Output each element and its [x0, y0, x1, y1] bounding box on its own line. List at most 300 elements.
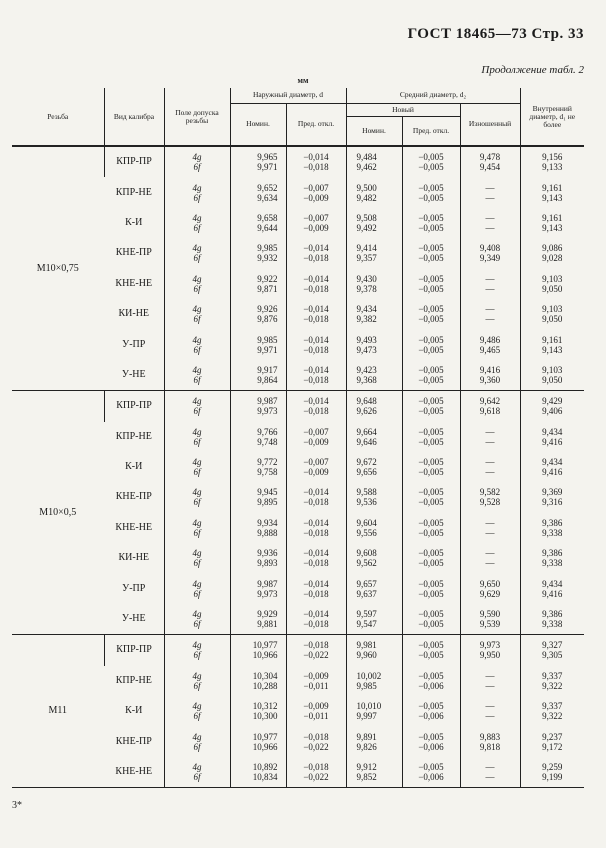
pitch-dev-value: −0,005: [418, 650, 444, 661]
tolerance-value: 6f: [193, 680, 201, 691]
outer-nom-cell: [230, 208, 286, 238]
col-new: Новый: [346, 103, 460, 116]
tolerance-cell: [164, 391, 230, 422]
inner-value: 9,327: [542, 640, 563, 651]
worn-cell: [460, 696, 520, 726]
worn-cell: [460, 513, 520, 543]
pitch-dev-value: −0,005: [418, 457, 444, 468]
outer-dev-value: −0,014: [303, 364, 329, 375]
outer-nom-value: 9,987: [257, 396, 278, 407]
outer-nom-value: 9,965: [257, 152, 278, 163]
pitch-dev-value: −0,005: [418, 374, 444, 385]
pitch-dev-value: −0,005: [418, 243, 444, 254]
pitch-dev-value: −0,006: [418, 772, 444, 782]
pitch-dev-cell: [402, 146, 460, 177]
tolerance-value: 6f: [193, 619, 201, 630]
worn-cell: [460, 238, 520, 268]
inner-cell: [520, 482, 584, 512]
outer-nom-value: 9,934: [257, 517, 278, 528]
outer-dev-value: −0,009: [303, 467, 329, 478]
pitch-nom-cell: [346, 238, 402, 268]
worn-value: 9,618: [479, 406, 501, 417]
outer-dev-value: −0,007: [303, 182, 329, 193]
worn-value: 9,465: [479, 344, 501, 355]
outer-dev-value: −0,018: [303, 640, 329, 651]
outer-nom-value: 9,888: [257, 527, 278, 538]
outer-nom-value: 9,973: [257, 588, 278, 599]
tolerance-value: 4g: [192, 487, 202, 498]
outer-dev-value: −0,018: [303, 162, 329, 173]
worn-cell: [460, 329, 520, 359]
pitch-nom-value: 9,562: [356, 558, 377, 569]
inner-value: 9,369: [542, 487, 563, 498]
inner-value: 9,416: [542, 588, 563, 599]
outer-nom-cell: [230, 726, 286, 756]
worn-value: —: [485, 711, 495, 722]
pitch-nom-value: 9,981: [356, 640, 377, 651]
worn-cell: [460, 635, 520, 666]
tolerance-cell: [164, 177, 230, 207]
pitch-nom-value: 9,368: [356, 374, 377, 385]
calibre-cell: КИ-НЕ: [118, 308, 150, 320]
calibre-cell: К-И: [125, 705, 143, 717]
worn-value: 9,950: [479, 650, 501, 661]
pitch-dev-cell: [402, 299, 460, 329]
pitch-dev-value: −0,005: [418, 182, 444, 193]
outer-dev-value: −0,009: [303, 192, 329, 203]
tolerance-value: 4g: [192, 273, 202, 284]
worn-value: —: [485, 182, 495, 193]
pitch-nom-value: 9,985: [356, 680, 377, 691]
calibre-cell: КНЕ-ПР: [115, 735, 152, 747]
inner-value: 9,406: [542, 406, 563, 417]
outer-nom-value: 10,300: [252, 711, 278, 722]
tolerance-value: 4g: [192, 578, 202, 589]
inner-cell: [520, 238, 584, 268]
outer-dev-value: −0,009: [303, 222, 329, 233]
tolerance-value: 4g: [192, 640, 202, 651]
inner-value: 9,322: [542, 680, 563, 691]
col-new-nom: Номин.: [346, 116, 402, 146]
pitch-dev-cell: [402, 238, 460, 268]
pitch-nom-value: 9,826: [356, 741, 377, 752]
outer-nom-value: 10,892: [252, 762, 278, 772]
inner-value: 9,050: [542, 283, 563, 294]
outer-dev-cell: [286, 238, 346, 268]
inner-value: 9,316: [542, 497, 563, 508]
thread-label: M10×0,75: [12, 146, 104, 391]
pitch-dev-value: −0,005: [418, 578, 444, 589]
inner-value: 9,143: [542, 192, 563, 203]
pitch-dev-cell: [402, 177, 460, 207]
worn-value: 9,818: [479, 741, 501, 752]
pitch-dev-value: −0,006: [418, 711, 444, 722]
pitch-dev-value: −0,005: [418, 517, 444, 528]
inner-value: 9,103: [542, 304, 563, 315]
tolerance-value: 4g: [192, 670, 202, 681]
worn-cell: [460, 177, 520, 207]
tolerance-cell: [164, 696, 230, 726]
outer-nom-cell: [230, 391, 286, 422]
gauge-dimensions-table: [12, 88, 584, 788]
outer-nom-cell: [230, 543, 286, 573]
pitch-nom-value: 9,626: [356, 406, 377, 417]
pitch-dev-cell: [402, 360, 460, 391]
pitch-dev-cell: [402, 726, 460, 756]
outer-dev-cell: [286, 482, 346, 512]
inner-cell: [520, 452, 584, 482]
pitch-nom-value: 9,462: [356, 162, 377, 173]
tolerance-value: 4g: [192, 334, 202, 345]
pitch-dev-cell: [402, 513, 460, 543]
outer-dev-cell: [286, 391, 346, 422]
pitch-dev-value: −0,005: [418, 670, 444, 681]
tolerance-cell: [164, 329, 230, 359]
inner-value: 9,338: [542, 527, 563, 538]
worn-value: 9,528: [479, 497, 501, 508]
inner-value: 9,133: [542, 162, 563, 173]
inner-value: 9,143: [542, 344, 563, 355]
inner-value: 9,434: [542, 457, 563, 468]
pitch-nom-value: 9,423: [356, 364, 377, 375]
thread-label: M11: [12, 635, 104, 788]
worn-cell: [460, 422, 520, 452]
outer-nom-cell: [230, 573, 286, 603]
tolerance-cell: [164, 146, 230, 177]
outer-nom-value: 9,748: [257, 436, 278, 447]
inner-value: 9,434: [542, 426, 563, 437]
inner-value: 9,161: [542, 334, 563, 345]
inner-value: 9,416: [542, 436, 563, 447]
col-inner-diameter: Внутренний диаметр, d₁ не более: [520, 88, 584, 146]
outer-dev-value: −0,018: [303, 527, 329, 538]
tolerance-value: 6f: [193, 711, 201, 722]
outer-dev-value: −0,022: [303, 772, 329, 782]
pitch-dev-cell: [402, 543, 460, 573]
pitch-dev-value: −0,005: [418, 222, 444, 233]
tolerance-cell: [164, 452, 230, 482]
pitch-dev-value: −0,005: [418, 162, 444, 173]
inner-value: 9,337: [542, 670, 563, 681]
calibre-cell: У-НЕ: [104, 360, 164, 391]
tolerance-cell: [164, 543, 230, 573]
outer-dev-value: −0,018: [303, 731, 329, 742]
pitch-nom-value: 9,960: [356, 650, 377, 661]
pitch-dev-cell: [402, 208, 460, 238]
tolerance-value: 4g: [192, 609, 202, 620]
pitch-dev-value: −0,005: [418, 487, 444, 498]
worn-value: —: [485, 304, 495, 315]
outer-dev-value: −0,007: [303, 457, 329, 468]
outer-dev-value: −0,018: [303, 374, 329, 385]
pitch-dev-cell: [402, 696, 460, 726]
pitch-dev-value: −0,005: [418, 497, 444, 508]
worn-value: —: [485, 426, 495, 437]
pitch-dev-value: −0,005: [418, 406, 444, 417]
worn-value: —: [485, 192, 495, 203]
inner-value: 9,259: [542, 762, 563, 772]
calibre-cell: У-НЕ: [104, 604, 164, 635]
outer-nom-value: 9,658: [257, 212, 278, 223]
tolerance-cell: [164, 269, 230, 299]
outer-nom-value: 9,987: [257, 578, 278, 589]
tolerance-value: 4g: [192, 457, 202, 468]
inner-value: 9,322: [542, 711, 563, 722]
inner-cell: [520, 513, 584, 543]
pitch-nom-value: 9,556: [356, 527, 377, 538]
worn-cell: [460, 269, 520, 299]
pitch-nom-value: 9,646: [356, 436, 377, 447]
pitch-dev-value: −0,005: [418, 283, 444, 294]
worn-value: 9,360: [479, 374, 501, 385]
col-new-dev: Пред. откл.: [402, 116, 460, 146]
worn-value: —: [485, 558, 495, 569]
inner-value: 9,305: [542, 650, 563, 661]
table-body: [12, 146, 584, 788]
col-calibre: Вид калибра: [104, 88, 164, 146]
pitch-dev-value: −0,005: [418, 344, 444, 355]
worn-value: —: [485, 436, 495, 447]
outer-dev-cell: [286, 360, 346, 391]
worn-cell: [460, 757, 520, 788]
table-row: [12, 635, 584, 666]
pitch-nom-value: 9,414: [356, 243, 377, 254]
outer-dev-value: −0,009: [303, 670, 329, 681]
outer-nom-cell: [230, 604, 286, 635]
calibre-cell: К-И: [125, 216, 143, 228]
pitch-nom-value: 9,852: [356, 772, 377, 782]
outer-dev-value: −0,022: [303, 741, 329, 752]
pitch-nom-cell: [346, 757, 402, 788]
tolerance-cell: [164, 360, 230, 391]
outer-nom-value: 9,876: [257, 314, 278, 325]
outer-nom-value: 9,929: [257, 609, 278, 620]
outer-nom-value: 9,973: [257, 406, 278, 417]
outer-nom-cell: [230, 269, 286, 299]
outer-dev-cell: [286, 422, 346, 452]
pitch-dev-value: −0,005: [418, 304, 444, 315]
inner-value: 9,161: [542, 182, 563, 193]
worn-value: 9,650: [479, 578, 501, 589]
pitch-dev-cell: [402, 573, 460, 603]
outer-dev-cell: [286, 146, 346, 177]
worn-value: 9,883: [479, 731, 501, 742]
pitch-dev-value: −0,005: [418, 467, 444, 478]
pitch-nom-value: 9,484: [356, 152, 377, 163]
outer-nom-cell: [230, 360, 286, 391]
outer-dev-value: −0,011: [303, 680, 329, 691]
pitch-dev-value: −0,005: [418, 314, 444, 325]
pitch-dev-value: −0,005: [418, 619, 444, 630]
tolerance-value: 6f: [193, 344, 201, 355]
pitch-nom-cell: [346, 208, 402, 238]
tolerance-value: 6f: [193, 527, 201, 538]
tolerance-value: 4g: [192, 304, 202, 315]
outer-dev-value: −0,018: [303, 314, 329, 325]
inner-cell: [520, 604, 584, 635]
outer-nom-cell: [230, 177, 286, 207]
outer-dev-value: −0,007: [303, 212, 329, 223]
pitch-nom-cell: [346, 299, 402, 329]
outer-dev-value: −0,018: [303, 344, 329, 355]
pitch-nom-value: 9,493: [356, 334, 377, 345]
pitch-nom-value: 9,672: [356, 457, 377, 468]
pitch-nom-value: 9,492: [356, 222, 377, 233]
calibre-cell: КПР-ПР: [104, 146, 164, 177]
pitch-nom-value: 9,378: [356, 283, 377, 294]
tolerance-value: 4g: [192, 701, 202, 712]
outer-dev-cell: [286, 666, 346, 696]
tolerance-value: 4g: [192, 212, 202, 223]
outer-dev-value: −0,018: [303, 497, 329, 508]
worn-value: 9,349: [479, 253, 501, 264]
inner-cell: [520, 666, 584, 696]
worn-value: 9,416: [479, 364, 501, 375]
outer-dev-value: −0,018: [303, 406, 329, 417]
pitch-nom-value: 9,637: [356, 588, 377, 599]
pitch-dev-value: −0,005: [418, 152, 444, 163]
inner-cell: [520, 757, 584, 788]
outer-dev-cell: [286, 635, 346, 666]
outer-dev-cell: [286, 573, 346, 603]
inner-value: 9,143: [542, 222, 563, 233]
inner-value: 9,028: [542, 253, 563, 264]
outer-nom-value: 10,312: [252, 701, 278, 712]
tolerance-cell: [164, 513, 230, 543]
tolerance-value: 6f: [193, 162, 201, 173]
tolerance-value: 4g: [192, 152, 202, 163]
worn-value: —: [485, 670, 495, 681]
pitch-nom-cell: [346, 422, 402, 452]
pitch-dev-cell: [402, 269, 460, 299]
outer-dev-cell: [286, 696, 346, 726]
outer-nom-value: 9,644: [257, 222, 278, 233]
table-header: [12, 88, 584, 146]
worn-value: 9,642: [479, 396, 501, 407]
outer-nom-value: 10,834: [252, 772, 278, 782]
pitch-nom-cell: [346, 666, 402, 696]
units-label: мм: [297, 76, 309, 85]
outer-dev-cell: [286, 208, 346, 238]
outer-nom-value: 9,881: [257, 619, 278, 630]
worn-value: —: [485, 457, 495, 468]
outer-dev-cell: [286, 513, 346, 543]
inner-cell: [520, 726, 584, 756]
outer-nom-cell: [230, 422, 286, 452]
tolerance-cell: [164, 726, 230, 756]
tolerance-cell: [164, 422, 230, 452]
inner-value: 9,172: [542, 741, 563, 752]
pitch-nom-cell: [346, 391, 402, 422]
pitch-dev-cell: [402, 604, 460, 635]
inner-cell: [520, 299, 584, 329]
outer-nom-value: 9,936: [257, 548, 278, 559]
tolerance-value: 6f: [193, 741, 201, 752]
outer-nom-cell: [230, 666, 286, 696]
outer-nom-cell: [230, 238, 286, 268]
pitch-dev-value: −0,005: [418, 192, 444, 203]
outer-dev-value: −0,018: [303, 588, 329, 599]
worn-value: 9,454: [479, 162, 501, 173]
outer-dev-value: −0,018: [303, 558, 329, 569]
pitch-nom-cell: [346, 726, 402, 756]
tolerance-value: 4g: [192, 243, 202, 254]
worn-value: 9,408: [479, 243, 501, 254]
table-row: [12, 391, 584, 422]
worn-cell: [460, 299, 520, 329]
pitch-dev-value: −0,005: [418, 548, 444, 559]
worn-cell: [460, 604, 520, 635]
tolerance-cell: [164, 208, 230, 238]
outer-dev-value: −0,018: [303, 762, 329, 772]
pitch-dev-value: −0,005: [418, 640, 444, 651]
pitch-dev-cell: [402, 482, 460, 512]
pitch-nom-cell: [346, 696, 402, 726]
col-pitch-diameter: Средний диаметр, d₂: [346, 88, 520, 103]
tolerance-value: 6f: [193, 497, 201, 508]
outer-dev-value: −0,014: [303, 304, 329, 315]
pitch-nom-cell: [346, 360, 402, 391]
worn-value: —: [485, 701, 495, 712]
worn-value: —: [485, 283, 495, 294]
pitch-dev-cell: [402, 422, 460, 452]
inner-cell: [520, 635, 584, 666]
calibre-cell: КНЕ-НЕ: [115, 277, 153, 289]
pitch-nom-value: 9,536: [356, 497, 377, 508]
tolerance-value: 6f: [193, 436, 201, 447]
outer-nom-value: 9,871: [257, 283, 278, 294]
outer-nom-value: 9,926: [257, 304, 278, 315]
pitch-nom-value: 10,010: [356, 701, 382, 712]
worn-value: 9,582: [479, 487, 501, 498]
outer-dev-value: −0,022: [303, 650, 329, 661]
pitch-nom-cell: [346, 604, 402, 635]
inner-cell: [520, 543, 584, 573]
pitch-nom-cell: [346, 146, 402, 177]
tolerance-value: 4g: [192, 396, 202, 407]
pitch-dev-value: −0,005: [418, 527, 444, 538]
pitch-dev-cell: [402, 666, 460, 696]
outer-dev-value: −0,014: [303, 578, 329, 589]
col-outer-nom: Номин.: [230, 103, 286, 146]
inner-value: 9,199: [542, 772, 563, 782]
inner-cell: [520, 269, 584, 299]
inner-value: 9,161: [542, 212, 563, 223]
outer-dev-value: −0,009: [303, 701, 329, 712]
outer-nom-value: 10,304: [252, 670, 278, 681]
outer-nom-value: 10,966: [252, 741, 278, 752]
outer-nom-cell: [230, 757, 286, 788]
calibre-cell: КНЕ-ПР: [115, 491, 152, 503]
pitch-dev-value: −0,006: [418, 741, 444, 752]
pitch-nom-value: 9,588: [356, 487, 377, 498]
outer-nom-cell: [230, 696, 286, 726]
pitch-dev-value: −0,006: [418, 680, 444, 691]
worn-value: 9,590: [479, 609, 501, 620]
tolerance-value: 6f: [193, 406, 201, 417]
inner-cell: [520, 329, 584, 359]
outer-nom-value: 10,977: [252, 731, 278, 742]
outer-dev-value: −0,007: [303, 426, 329, 437]
pitch-nom-value: 9,912: [356, 762, 377, 772]
outer-dev-value: −0,014: [303, 243, 329, 254]
tolerance-value: 6f: [193, 558, 201, 569]
pitch-nom-value: 9,648: [356, 396, 377, 407]
worn-cell: [460, 391, 520, 422]
tolerance-value: 4g: [192, 548, 202, 559]
pitch-dev-cell: [402, 452, 460, 482]
worn-cell: [460, 726, 520, 756]
